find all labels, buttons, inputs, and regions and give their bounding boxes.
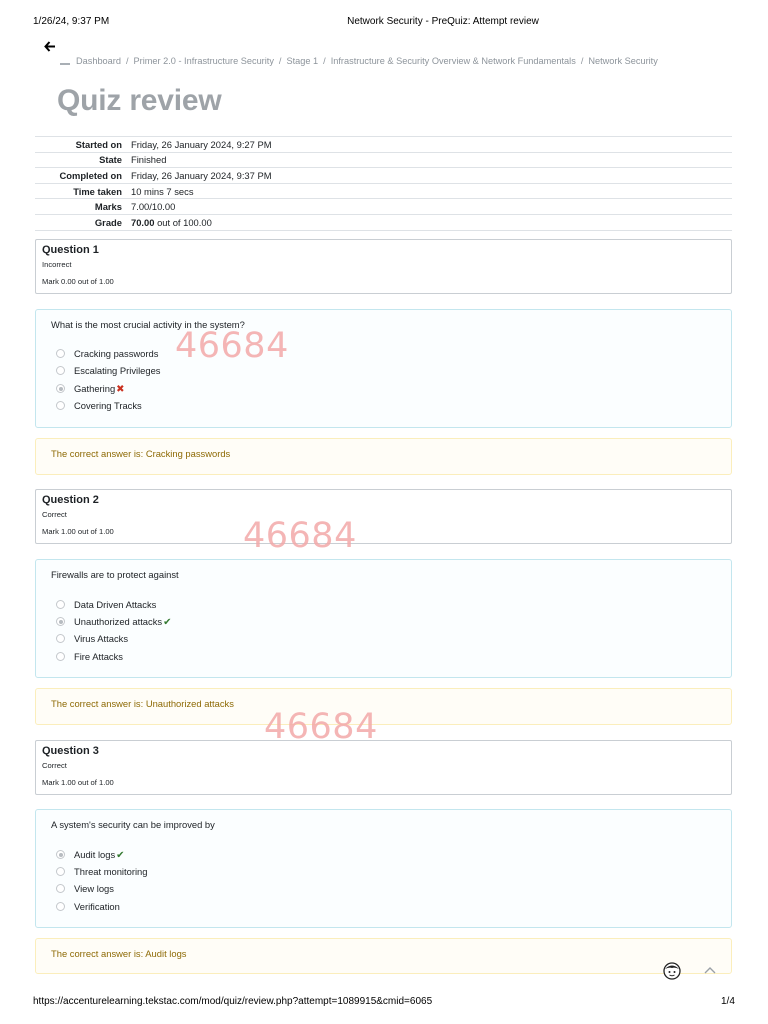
question-content: [35, 559, 732, 678]
summary-row-grade: Grade 70.00 out of 100.00: [35, 214, 732, 230]
radio-button[interactable]: [56, 349, 65, 358]
question-info: [35, 239, 732, 294]
radio-button[interactable]: [56, 634, 65, 643]
summary-row-time: Time taken 10 mins 7 secs: [35, 183, 732, 199]
radio-button[interactable]: [56, 366, 65, 375]
radio-button-selected[interactable]: [56, 384, 65, 393]
answer-option[interactable]: Covering Tracks: [56, 399, 142, 413]
check-icon: ✔: [116, 850, 125, 861]
feedback-correct-answer: The correct answer is: Cracking passwords: [35, 438, 732, 475]
summary-row-marks: Marks 7.00/10.00: [35, 199, 732, 215]
radio-button[interactable]: [56, 652, 65, 661]
print-footer-url: https://accenturelearning.tekstac.com/mod/quiz/review.php?attempt=1089915&cmid=6065: [33, 996, 433, 1007]
answer-option[interactable]: Unauthorized attacks✔: [56, 615, 171, 629]
breadcrumb-quiz[interactable]: Network Security: [588, 56, 658, 66]
question-mark: Mark 0.00 out of 1.00: [42, 277, 114, 286]
question-number: Question 1: [42, 244, 99, 256]
question-mark: Mark 1.00 out of 1.00: [42, 527, 114, 536]
print-footer-page: 1/4: [721, 996, 735, 1007]
radio-button[interactable]: [56, 867, 65, 876]
question-mark: Mark 1.00 out of 1.00: [42, 778, 114, 787]
feedback-correct-answer: The correct answer is: Unauthorized attacks: [35, 688, 732, 725]
question-state: Incorrect: [42, 260, 72, 269]
answer-option[interactable]: Fire Attacks: [56, 650, 123, 664]
grade-rest: out of 100.00: [154, 216, 212, 228]
attempt-summary-table: [35, 136, 732, 231]
grade-value: 70.00: [131, 216, 155, 228]
question-number: Question 3: [42, 745, 99, 757]
feedback-correct-answer: The correct answer is: Audit logs: [35, 938, 732, 974]
question-content: [35, 309, 732, 428]
radio-button[interactable]: [56, 401, 65, 410]
radio-button[interactable]: [56, 600, 65, 609]
breadcrumb-dashboard[interactable]: Dashboard: [76, 56, 121, 66]
question-number: Question 2: [42, 494, 99, 506]
answer-option[interactable]: Verification: [56, 900, 120, 914]
arrow-left-icon[interactable]: [44, 39, 62, 55]
answer-option[interactable]: Cracking passwords: [56, 347, 158, 361]
breadcrumb-course[interactable]: Primer 2.0 - Infrastructure Security: [133, 56, 274, 66]
chevron-up-icon[interactable]: [703, 962, 721, 978]
avatar-icon[interactable]: [663, 962, 681, 980]
summary-row-state: State Finished: [35, 152, 732, 168]
question-text: A system's security can be improved by: [51, 819, 215, 830]
check-icon: ✔: [163, 617, 172, 628]
answer-option[interactable]: Data Driven Attacks: [56, 598, 156, 612]
page-title: Quiz review: [57, 84, 222, 117]
question-text: Firewalls are to protect against: [51, 569, 179, 580]
print-title: Network Security - PreQuiz: Attempt review: [347, 16, 539, 27]
question-text: What is the most crucial activity in the system?: [51, 319, 245, 330]
answer-option[interactable]: Gathering✖: [56, 382, 125, 396]
summary-row-completed: Completed on Friday, 26 January 2024, 9:37 PM: [35, 168, 732, 184]
watermark: 46684: [243, 516, 357, 556]
breadcrumb-stage[interactable]: Stage 1: [286, 56, 319, 66]
answer-option[interactable]: View logs: [56, 882, 114, 896]
question-content: [35, 809, 732, 928]
radio-button-selected[interactable]: [56, 617, 65, 626]
radio-button[interactable]: [56, 902, 65, 911]
answer-option[interactable]: Threat monitoring: [56, 865, 147, 879]
answer-option[interactable]: Audit logs✔: [56, 848, 125, 862]
cross-icon: ✖: [116, 384, 125, 395]
summary-row-started: Started on Friday, 26 January 2024, 9:27 PM: [35, 137, 732, 153]
question-info: [35, 740, 732, 795]
print-date: 1/26/24, 9:37 PM: [33, 16, 110, 27]
question-state: Correct: [42, 761, 67, 770]
question-state: Correct: [42, 510, 67, 519]
watermark: 46684: [264, 707, 378, 747]
answer-option[interactable]: Virus Attacks: [56, 632, 128, 646]
watermark: 46684: [175, 326, 289, 366]
radio-button-selected[interactable]: [56, 850, 65, 859]
breadcrumb: Dashboard / Primer 2.0 - Infrastructure Security / Stage 1 / Infrastructure & Security Overview & Network Fundamentals / Network Security: [60, 56, 658, 66]
home-icon[interactable]: [60, 59, 70, 65]
radio-button[interactable]: [56, 884, 65, 893]
question-info: [35, 489, 732, 544]
answer-option[interactable]: Escalating Privileges: [56, 364, 161, 378]
breadcrumb-section[interactable]: Infrastructure & Security Overview & Network Fundamentals: [330, 56, 576, 66]
